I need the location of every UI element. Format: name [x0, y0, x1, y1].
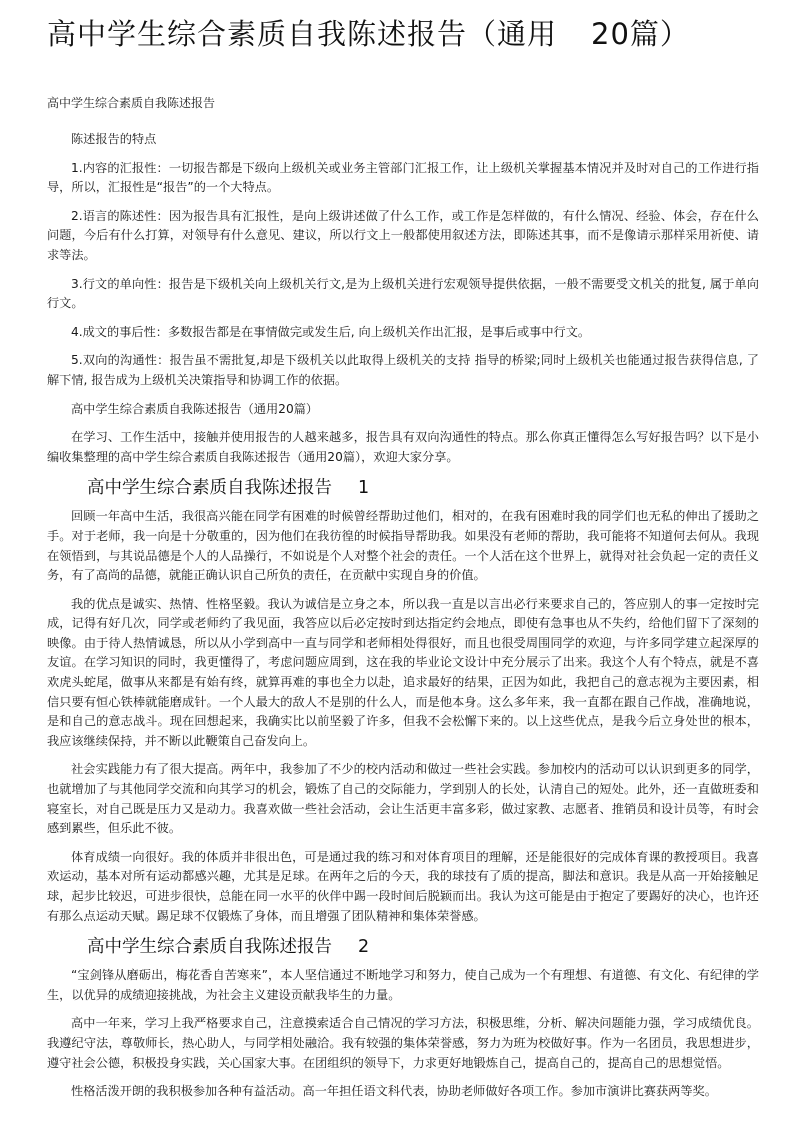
section-number: 1: [358, 478, 370, 499]
feature-item: 4.成文的事后性：多数报告都是在事情做完或发生后, 向上级机关作出汇报，是事后或事中行文。: [71, 324, 591, 339]
section2-paragraph: 性格活泼开朗的我积极参加各种有益活动。高一年担任语文科代表，协助老师做好各项工作。参加市演讲比赛获两等奖。: [71, 1084, 717, 1099]
document-title: [47, 14, 690, 54]
feature-item: 1.内容的汇报性：一切报告都是下级向上级机关或业务主管部门汇报工作，让上级机关掌握基本情况并及时对自己的工作进行指导，所以，汇报性是“报告”的一个大特点。: [47, 160, 759, 195]
title-text: 高中学生综合素质自我陈述报告（通用: [47, 17, 558, 51]
section-heading-text: 高中学生综合素质自我陈述报告: [87, 478, 332, 499]
section1-paragraph: 社会实践能力有了很大提高。两年中，我参加了不少的校内活动和做过一些社会实践。参加校内的活动可以认识到更多的同学，也就增加了与其他同学交流和向其学习的机会，锻炼了自己的交际能力，学到别人的长处，认清自己的短处。此外，还一直做班委和寝室长，对自己既是压力又是动力。我喜欢做一些社会活动，会让生活更丰富多彩，做过家教、志愿者、推销员和设计员等，有时会感到累些，但乐此不彼。: [47, 762, 759, 836]
section2-paragraph: 高中一年来，学习上我严格要求自己，注意摸索适合自己情况的学习方法，积极思维，分析、解决问题能力强，学习成绩优良。我遵纪守法，尊敬师长，热心助人，与同学相处融洽。我有较强的集体荣誉感，努力为班为校做好事。作为一名团员，我思想进步，遵守社会公德，积极投身实践，关心国家大事。在团组织的领导下，力求更好地锻炼自己，提高自己的，提高自己的思想觉悟。: [47, 1016, 759, 1070]
section-number: 2: [358, 937, 370, 958]
section1-paragraph: 回顾一年高中生活，我很高兴能在同学有困难的时候曾经帮助过他们，相对的，在我有困难时我的同学们也无私的伸出了援助之手。对于老师，我一向是十分敬重的，因为他们在我彷徨的时候指导帮助我。如果没有老师的帮助，我可能将不知道何去何从。我现在领悟到，与其说品德是个人的人品操行，不如说是个人对整个社会的责任。一个人活在这个世界上，就得对社会负起一定的责任义务，有了高尚的品德，就能正确认识自己所负的责任，在贡献中实现自身的价值。: [47, 509, 759, 583]
feature-item: 5.双向的沟通性：报告虽不需批复,却是下级机关以此取得上级机关的支持 指导的桥梁;同时上级机关也能通过报告获得信息, 了解下情, 报告成为上级机关决策指导和协调工作的依据。: [47, 353, 759, 387]
feature-item: 2.语言的陈述性：因为报告具有汇报性，是向上级讲述做了什么工作，或工作是怎样做的，有什么情况、经验、体会，存在什么问题，今后有什么打算，对领导有什么意见、建议，所以行文上一般都使用叙述方法，即陈述其事，而不是像请示那样采用祈使、请求等法。: [47, 208, 759, 262]
section-heading-text: 高中学生综合素质自我陈述报告: [87, 937, 332, 958]
section2-paragraph: “宝剑锋从磨砺出，梅花香自苦寒来”，本人坚信通过不断地学习和努力，使自己成为一个有理想、有道德、有文化、有纪律的学生，以优异的成绩迎接挑战，为社会主义建设贡献我毕生的力量。: [47, 968, 759, 1002]
document-subtitle: 高中学生综合素质自我陈述报告: [47, 96, 216, 110]
section-heading-2: [87, 935, 759, 959]
section1-paragraph: 我的优点是诚实、热情、性格坚毅。我认为诚信是立身之本，所以我一直是以言出必行来要求自己的，答应别人的事一定按时完成，记得有好几次，同学或老师约了我见面，我答应以后必定按时到达指定约会地点，即使有急事也从不失约，给他们留下了深刻的映像。由于待人热情诚恳，所以从小学到高中一直与同学和老师相处得很好，而且也很受周围同学的欢迎，与许多同学建立起深厚的友谊。在学习知识的同时，我更懂得了，考虑问题应周到，这在我的毕业论文设计中充分展示了出来。我这个人有个特点，就是不喜欢虎头蛇尾，做事从来都是有始有终，就算再难的事也全力以赴，追求最好的结果，正因为如此，我把自己的意志视为主要因素，相信只要有恒心铁棒就能磨成针。一个人最大的敌人不是别的什么人，而是他本身。这么多年来，我一直都在跟自己作战，准确地说，是和自己的意志战斗。现在回想起来，我确实比以前坚毅了许多，但我不会松懈下来的。以上这些优点，是我今后立身处世的根本，我应该继续保持，并不断以此鞭策自己奋发向上。: [47, 596, 759, 748]
document-body: [47, 130, 759, 1102]
collection-title: 高中学生综合素质自我陈述报告（通用20篇）: [71, 401, 319, 416]
intro-paragraph: 在学习、工作生活中，接触并使用报告的人越来越多，报告具有双向沟通性的特点。那么你真正懂得怎么写好报告吗？以下是小编收集整理的高中学生综合素质自我陈述报告（通用20篇），欢迎大家分享。: [47, 430, 759, 464]
title-count: 20篇）: [591, 17, 690, 51]
section1-paragraph: 体育成绩一向很好。我的体质并非很出色，可是通过我的练习和对体育项目的理解，还是能很好的完成体育课的教授项目。我喜欢运动，基本对所有运动都感兴趣，尤其是足球。在两年之后的今天，我的球技有了质的提高，脚法和意识。我是从高一开始接触足球，起步比较迟，可进步很快，总能在同一水平的伙伴中踢一段时间后脱颖而出。我认为这可能是由于抱定了要踢好的决心，也许还有那么点运动天赋。踢足球不仅锻炼了身体，而且增强了团队精神和集体荣誉感。: [47, 849, 759, 923]
feature-item: 3.行文的单向性：报告是下级机关向上级机关行文,是为上级机关进行宏观领导提供依据，一般不需要受文机关的批复, 属于单向行文。: [47, 276, 759, 311]
features-heading: 陈述报告的特点: [71, 132, 157, 146]
section-heading-1: [87, 476, 759, 500]
